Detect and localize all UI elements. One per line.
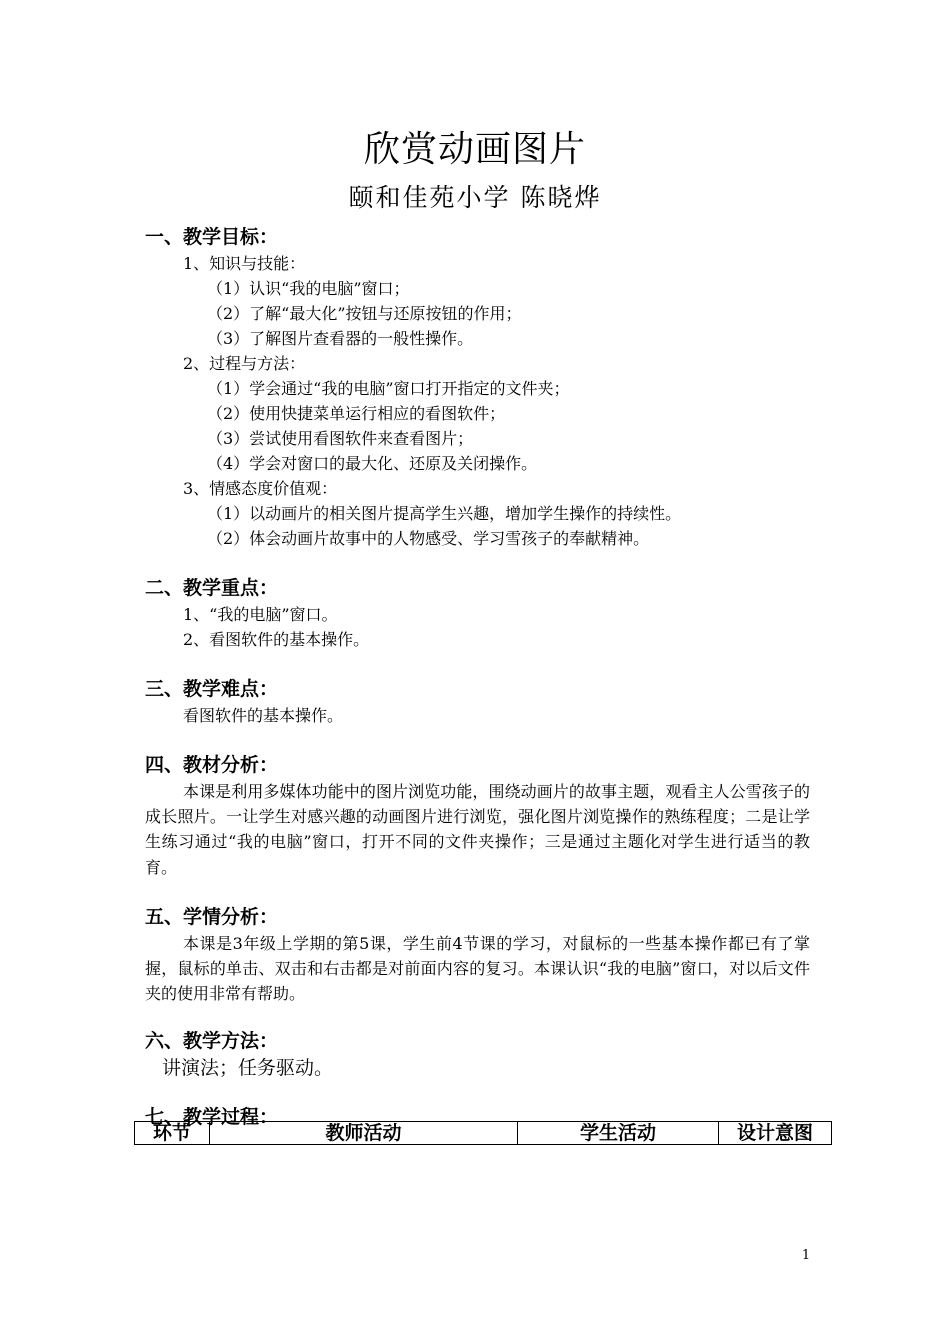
section-objectives (145, 224, 810, 551)
section-paragraph: 本课是利用多媒体功能中的图片浏览功能，围绕动画片的故事主题，观看主人公雪孩子的成长照片。一让学生对感兴趣的动画图片进行浏览，强化图片浏览操作的熟练程度；二是让学生练习通过“我的电脑”窗口，打开不同的文件夹操作；三是通过主题化对学生进行适当的教育。 (145, 782, 810, 877)
document-title: 欣赏动画图片 (363, 129, 586, 170)
section-heading: 四、教材分析： (145, 754, 279, 776)
list-item: （1）以动画片的相关图片提高学生兴趣，增加学生操作的持续性。 (207, 504, 682, 523)
list-item: （3）尝试使用看图软件来查看图片； (207, 429, 474, 448)
section-heading: 二、教学重点： (145, 577, 279, 599)
teaching-process-table (134, 1121, 832, 1145)
list-item: （2）使用快捷菜单运行相应的看图软件； (207, 404, 506, 423)
section-student-analysis (145, 904, 810, 1007)
table-header-cell: 设计意图 (719, 1122, 832, 1145)
table-header-row (135, 1122, 832, 1145)
section-methods (145, 1028, 810, 1082)
section-heading: 五、学情分析： (145, 905, 279, 928)
page-number: 1 (801, 1248, 811, 1263)
subsection-label: 1、知识与技能： (183, 254, 306, 273)
subsection-label: 2、过程与方法： (183, 354, 306, 373)
section-heading: 一、教学目标： (145, 226, 279, 248)
list-item: （2）了解“最大化”按钮与还原按钮的作用； (207, 304, 522, 323)
section-text: 讲演法；任务驱动。 (162, 1057, 334, 1080)
list-item: （1）学会通过“我的电脑”窗口打开指定的文件夹； (207, 379, 570, 398)
section-difficulties (145, 676, 810, 728)
section-heading: 六、教学方法： (145, 1030, 279, 1053)
subsection-label: 3、情感态度价值观： (183, 479, 338, 498)
list-item: （2）体会动画片故事中的人物感受、学习雪孩子的奉献精神。 (207, 529, 650, 548)
table-header-cell: 学生活动 (518, 1122, 719, 1145)
section-key-points (145, 575, 810, 652)
document-author: 颐和佳苑小学 陈晓烨 (348, 183, 602, 212)
list-item: 2、看图软件的基本操作。 (183, 630, 370, 649)
section-heading: 七、教学过程： (145, 1106, 279, 1129)
section-text: 看图软件的基本操作。 (183, 706, 344, 725)
list-item: （3）了解图片查看器的一般性操作。 (207, 329, 474, 348)
document-body (145, 224, 810, 1131)
section-material-analysis (145, 752, 810, 880)
table-header-cell: 环节 (135, 1122, 210, 1145)
list-item: 1、“我的电脑”窗口。 (183, 605, 338, 624)
list-item: （1）认识“我的电脑”窗口； (207, 279, 410, 298)
table-header-cell: 教师活动 (210, 1122, 518, 1145)
section-paragraph: 本课是3年级上学期的第5课，学生前4节课的学习，对鼠标的一些基本操作都已有了掌握，鼠标的单击、双击和右击都是对前面内容的复习。本课认识“我的电脑”窗口，对以后文件夹的使用非常有帮助。 (145, 933, 810, 1004)
section-heading: 三、教学难点： (145, 678, 279, 700)
list-item: （4）学会对窗口的最大化、还原及关闭操作。 (207, 454, 538, 473)
